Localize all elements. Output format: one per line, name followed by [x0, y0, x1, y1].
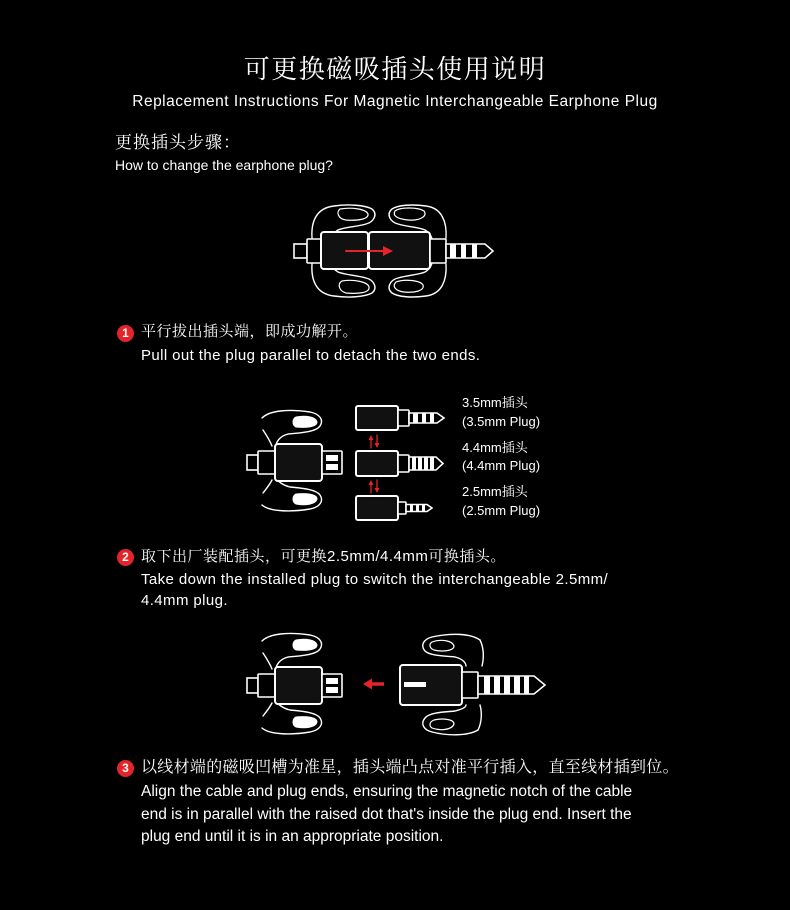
magnetic-contact — [326, 455, 338, 461]
arrow-down-icon — [375, 488, 380, 493]
plug-band — [418, 457, 422, 470]
hand-top-finger — [262, 410, 322, 446]
plug-options-illustration — [240, 398, 450, 526]
insert-arrow-left-icon — [363, 679, 372, 690]
step-2-text-cn: 取下出厂装配插头，可更换2.5mm/4.4mm可换插头。 — [141, 548, 506, 565]
steps-heading-en: How to change the earphone plug? — [115, 157, 333, 173]
plug-collar — [430, 239, 446, 263]
steps-heading-cn: 更换插头步骤： — [115, 133, 241, 152]
plug-raised-dot — [404, 682, 426, 687]
step-1-text-cn: 平行拔出插头端，即成功解开。 — [141, 323, 359, 340]
plug-band — [484, 676, 490, 694]
plug-label-en: (2.5mm Plug) — [462, 503, 541, 518]
fingernail — [293, 416, 317, 427]
arrow-up-icon — [369, 480, 374, 485]
plug-2-5mm-body — [356, 496, 398, 520]
magnetic-contact — [326, 678, 338, 684]
page-title: 可更换磁吸插头使用说明 — [243, 54, 547, 84]
step-2-text-en-line: Take down the installed plug to switch the interchangeable 2.5mm/ — [141, 571, 609, 588]
plug-band — [514, 676, 520, 694]
step-3-text-cn: 以线材端的磁吸凹槽为准星，插头端凸点对准平行插入，直至线材插到位。 — [141, 759, 679, 776]
step-3-text-en-line: Align the cable and plug ends, ensuring the magnetic notch of the cable — [141, 783, 633, 800]
hand-outline — [263, 430, 272, 446]
step-1-text-en: Pull out the plug parallel to detach the two ends. — [141, 347, 481, 364]
step-2-text-en-line: 4.4mm plug. — [141, 592, 228, 609]
plug-3-5mm-collar — [398, 410, 409, 426]
magnetic-contact — [326, 464, 338, 470]
hand-right-top-thumb — [423, 634, 480, 666]
hand-outline — [263, 653, 272, 669]
plug-band — [461, 244, 466, 258]
plug-collar — [462, 672, 478, 698]
plug-label-cn: 4.4mm插头 — [462, 440, 528, 455]
plug-4-4mm-body — [356, 451, 398, 476]
cable-collar — [307, 239, 321, 263]
fingernail — [394, 208, 425, 220]
hand-outline — [263, 703, 272, 716]
cable-connector-body — [275, 667, 322, 704]
detach-illustration — [285, 198, 505, 306]
fingernail — [430, 640, 454, 651]
cable-stub — [294, 244, 307, 258]
magnetic-end — [322, 674, 342, 697]
cable-stub — [247, 455, 258, 470]
hand-top-finger — [262, 633, 322, 669]
plug-label-cn: 2.5mm插头 — [462, 484, 528, 499]
fingernail — [338, 208, 368, 220]
step-number-badge: 3 — [117, 760, 134, 777]
plug-band — [422, 413, 426, 423]
plug-4-4mm-collar — [398, 455, 409, 472]
plug-band — [416, 505, 419, 512]
step-3-text-en-line: end is in parallel with the raised dot that's inside the plug end. Insert the — [141, 806, 632, 823]
magnetic-end — [322, 451, 342, 474]
fingernail — [430, 719, 454, 730]
step-3-text-en-line: plug end until it is in an appropriate position. — [141, 828, 444, 845]
plug-band — [410, 505, 413, 512]
plug-label-cn: 3.5mm插头 — [462, 395, 528, 410]
fingernail — [394, 280, 423, 292]
plug-band — [494, 676, 500, 694]
fingernail — [293, 717, 317, 728]
plug-band — [413, 413, 418, 423]
plug-band — [424, 457, 428, 470]
insert-illustration — [240, 628, 555, 738]
plug-band — [430, 457, 434, 470]
step-number-badge: 2 — [117, 549, 134, 566]
plug-label-en: (4.4mm Plug) — [462, 458, 541, 473]
plug-band — [504, 676, 510, 694]
hand-outline — [263, 480, 272, 493]
plug-band — [412, 457, 416, 470]
fingernail — [339, 280, 369, 293]
fingernail — [293, 494, 317, 505]
cable-stub — [247, 678, 258, 693]
plug-band — [422, 505, 425, 512]
hand-outline — [478, 705, 481, 730]
page-subtitle: Replacement Instructions For Magnetic Interchangeable Earphone Plug — [132, 93, 658, 110]
plug-3-5mm-body — [356, 406, 398, 430]
step-number-badge: 1 — [117, 325, 134, 342]
arrow-up-icon — [369, 435, 374, 440]
cable-collar — [258, 451, 275, 474]
fingernail — [293, 639, 317, 650]
plug-band — [524, 676, 529, 694]
hand-outline — [480, 640, 483, 666]
plug-label-en: (3.5mm Plug) — [462, 414, 541, 429]
cable-connector-body — [275, 444, 322, 481]
magnetic-contact — [326, 687, 338, 693]
plug-band — [430, 413, 434, 423]
plug-2-5mm-collar — [398, 502, 406, 514]
cable-collar — [258, 674, 275, 697]
plug-band — [472, 244, 477, 258]
plug-band — [450, 244, 456, 258]
arrow-down-icon — [375, 443, 380, 448]
